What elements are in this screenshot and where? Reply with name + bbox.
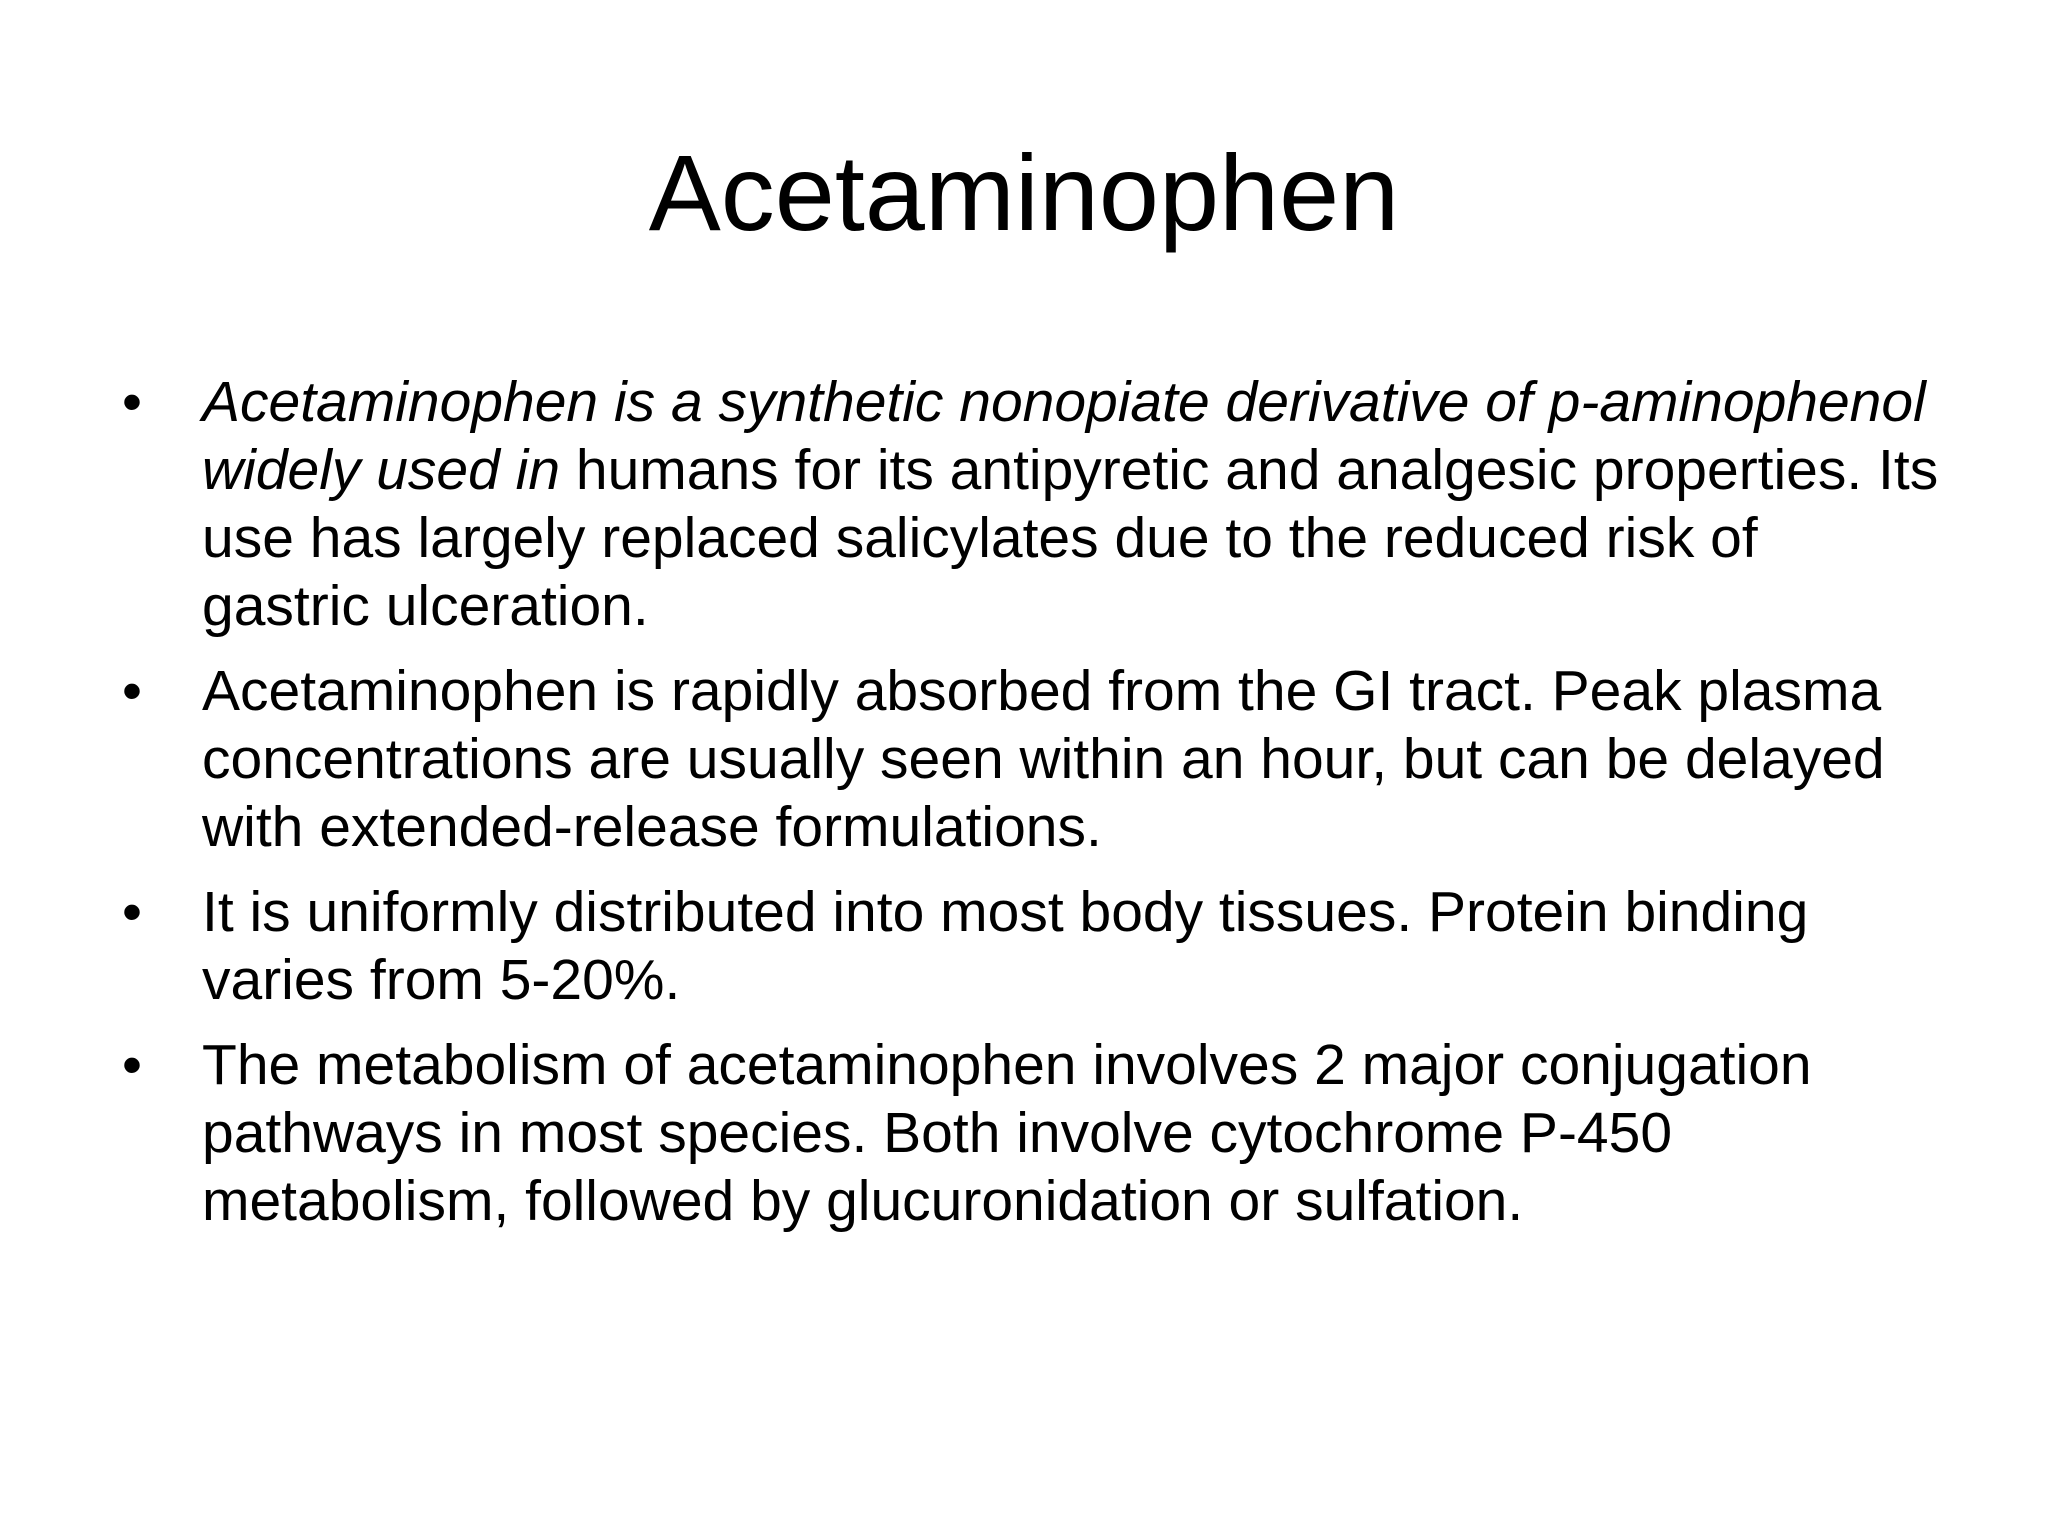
bullet-dot-icon: • (122, 880, 142, 944)
bullet-3-text: It is uniformly distributed into most body tissues. Protein binding varies from 5-20%. (202, 880, 1809, 1012)
bullet-item-4 (120, 1031, 1940, 1235)
slide-title: Acetaminophen (648, 132, 1400, 253)
bullet-dot-icon: • (122, 1033, 142, 1097)
bullet-4-text: The metabolism of acetaminophen involves 2 major conjugation pathways in most species. Both involve cytochrome P-450 metabolism, followed by glucuronidation or sulfation. (202, 1033, 1812, 1233)
bullet-item-2 (120, 657, 1940, 861)
bullet-item-3 (120, 878, 1940, 1014)
bullet-list (120, 368, 1940, 1252)
bullet-item-1 (120, 368, 1940, 640)
bullet-2-text: Acetaminophen is rapidly absorbed from the GI tract. Peak plasma concentrations are usually seen within an hour, but can be delayed with extended-release formulations. (202, 659, 1885, 859)
bullet-dot-icon: • (122, 370, 142, 434)
bullet-dot-icon: • (122, 659, 142, 723)
bullet-1-italic-text: Acetaminophen is a synthetic nonopiate derivative of p-aminophenol widely used in (202, 370, 1926, 502)
bullet-1-text: humans for its antipyretic and analgesic properties. Its use has largely replaced salicylates due to the reduced risk of gastric ulceration. (202, 438, 1939, 638)
